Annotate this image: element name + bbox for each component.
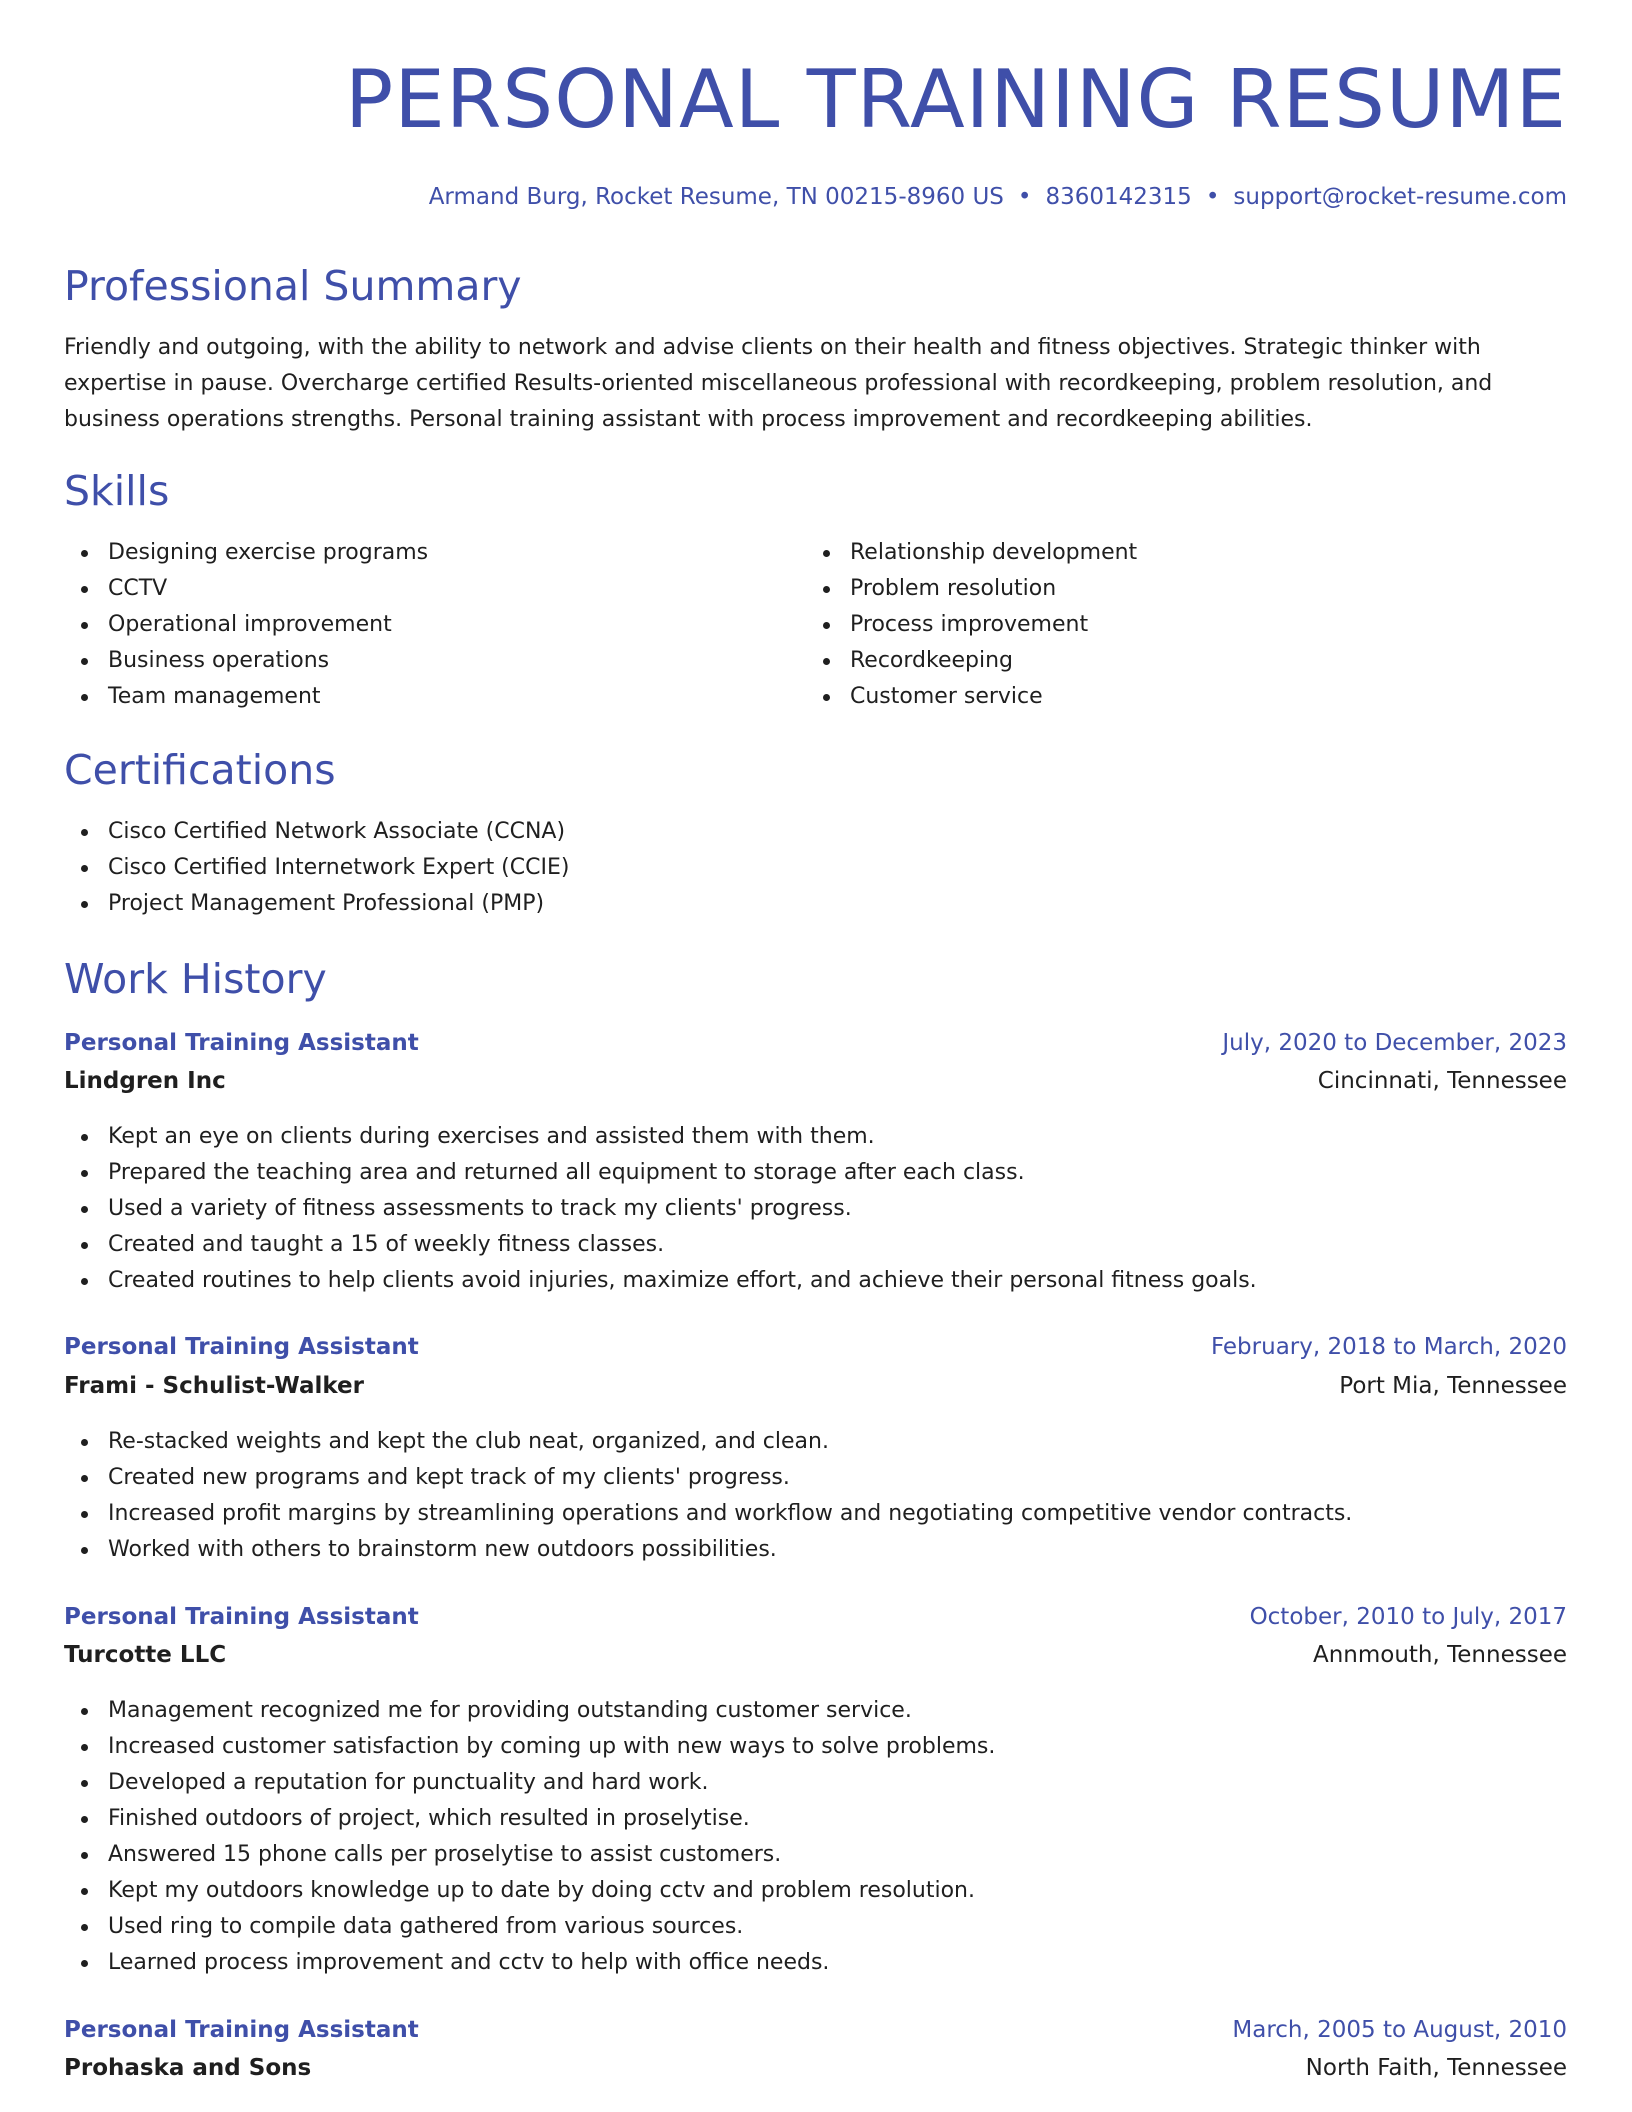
- certifications-heading: Certifications: [64, 746, 336, 794]
- resume-title: PERSONAL TRAINING RESUME: [345, 53, 1567, 146]
- work-history-heading: Work History: [64, 955, 327, 1003]
- job-dates: February, 2018 to March, 2020: [1210, 1334, 1567, 1360]
- list-item: Learned process improvement and cctv to help with office needs.: [64, 1945, 995, 1981]
- contact-separator: •: [1205, 184, 1220, 210]
- job-company: Lindgren Inc: [64, 1068, 226, 1094]
- list-item: Recordkeeping: [806, 643, 1137, 679]
- job-company: Turcotte LLC: [64, 1642, 227, 1668]
- list-item: Process improvement: [806, 607, 1137, 643]
- list-item: Re-stacked weights and kept the club neat, organized, and clean.: [64, 1424, 1352, 1460]
- contact-phone: 8360142315: [1045, 184, 1192, 210]
- list-item: Created routines to help clients avoid injuries, maximize effort, and achieve their personal fitness goals.: [64, 1263, 1257, 1299]
- skills-list-left: [64, 535, 428, 715]
- list-item: Customer service: [806, 679, 1137, 715]
- summary-heading: Professional Summary: [64, 262, 522, 310]
- contact-address: Armand Burg, Rocket Resume, TN 00215-8960 US: [428, 184, 1004, 210]
- list-item: Worked with others to brainstorm new outdoors possibilities.: [64, 1532, 1352, 1568]
- job-bullets: [64, 1424, 1352, 1568]
- job-dates: October, 2010 to July, 2017: [1249, 1604, 1567, 1630]
- list-item: Project Management Professional (PMP): [64, 886, 569, 922]
- list-item: Increased profit margins by streamlining operations and workflow and negotiating competitive vendor contracts.: [64, 1496, 1352, 1532]
- certifications-list: [64, 814, 569, 922]
- skills-list-right: [806, 535, 1137, 715]
- job-bullets: [64, 1119, 1257, 1299]
- job-title: Personal Training Assistant: [64, 1030, 419, 1056]
- job-location: Port Mia, Tennessee: [1339, 1373, 1567, 1399]
- list-item: Prepared the teaching area and returned all equipment to storage after each class.: [64, 1155, 1257, 1191]
- list-item: Operational improvement: [64, 607, 428, 643]
- job-title: Personal Training Assistant: [64, 1334, 419, 1360]
- list-item: Business operations: [64, 643, 428, 679]
- job-bullets: [64, 1693, 995, 1981]
- list-item: Answered 15 phone calls per proselytise to assist customers.: [64, 1837, 995, 1873]
- list-item: Problem resolution: [806, 571, 1137, 607]
- job-title: Personal Training Assistant: [64, 2017, 419, 2043]
- job-dates: July, 2020 to December, 2023: [1222, 1030, 1567, 1056]
- list-item: Developed a reputation for punctuality and hard work.: [64, 1765, 995, 1801]
- job-company: Frami - Schulist-Walker: [64, 1373, 364, 1399]
- contact-separator: •: [1017, 184, 1032, 210]
- list-item: Management recognized me for providing outstanding customer service.: [64, 1693, 995, 1729]
- list-item: Cisco Certified Internetwork Expert (CCIE): [64, 850, 569, 886]
- list-item: Team management: [64, 679, 428, 715]
- job-location: Cincinnati, Tennessee: [1317, 1068, 1567, 1094]
- list-item: Cisco Certified Network Associate (CCNA): [64, 814, 569, 850]
- list-item: Created new programs and kept track of my clients' progress.: [64, 1460, 1352, 1496]
- skills-heading: Skills: [64, 467, 170, 515]
- job-location: North Faith, Tennessee: [1305, 2055, 1567, 2081]
- list-item: Kept my outdoors knowledge up to date by doing cctv and problem resolution.: [64, 1873, 995, 1909]
- list-item: Used a variety of fitness assessments to track my clients' progress.: [64, 1191, 1257, 1227]
- job-location: Annmouth, Tennessee: [1312, 1642, 1567, 1668]
- job-title: Personal Training Assistant: [64, 1604, 419, 1630]
- job-company: Prohaska and Sons: [64, 2055, 312, 2081]
- list-item: Finished outdoors of project, which resulted in proselytise.: [64, 1801, 995, 1837]
- list-item: Designing exercise programs: [64, 535, 428, 571]
- resume-page: [64, 0, 1567, 2081]
- list-item: Created and taught a 15 of weekly fitness classes.: [64, 1227, 1257, 1263]
- summary-text: Friendly and outgoing, with the ability to network and advise clients on their health and fitness objectives. Strategic thinker with expertise in pause. Overcharge certified Results-oriented miscellaneous professional with recordkeeping, problem resolution, and business operations strengths. Personal training assistant with process improvement and recordkeeping abilities.: [64, 335, 1493, 432]
- list-item: CCTV: [64, 571, 428, 607]
- job-dates: March, 2005 to August, 2010: [1232, 2017, 1567, 2043]
- contact-line: [64, 184, 1567, 210]
- list-item: Relationship development: [806, 535, 1137, 571]
- list-item: Kept an eye on clients during exercises and assisted them with them.: [64, 1119, 1257, 1155]
- contact-email[interactable]: support@rocket-resume.com: [1233, 184, 1567, 210]
- list-item: Used ring to compile data gathered from various sources.: [64, 1909, 995, 1945]
- list-item: Increased customer satisfaction by coming up with new ways to solve problems.: [64, 1729, 995, 1765]
